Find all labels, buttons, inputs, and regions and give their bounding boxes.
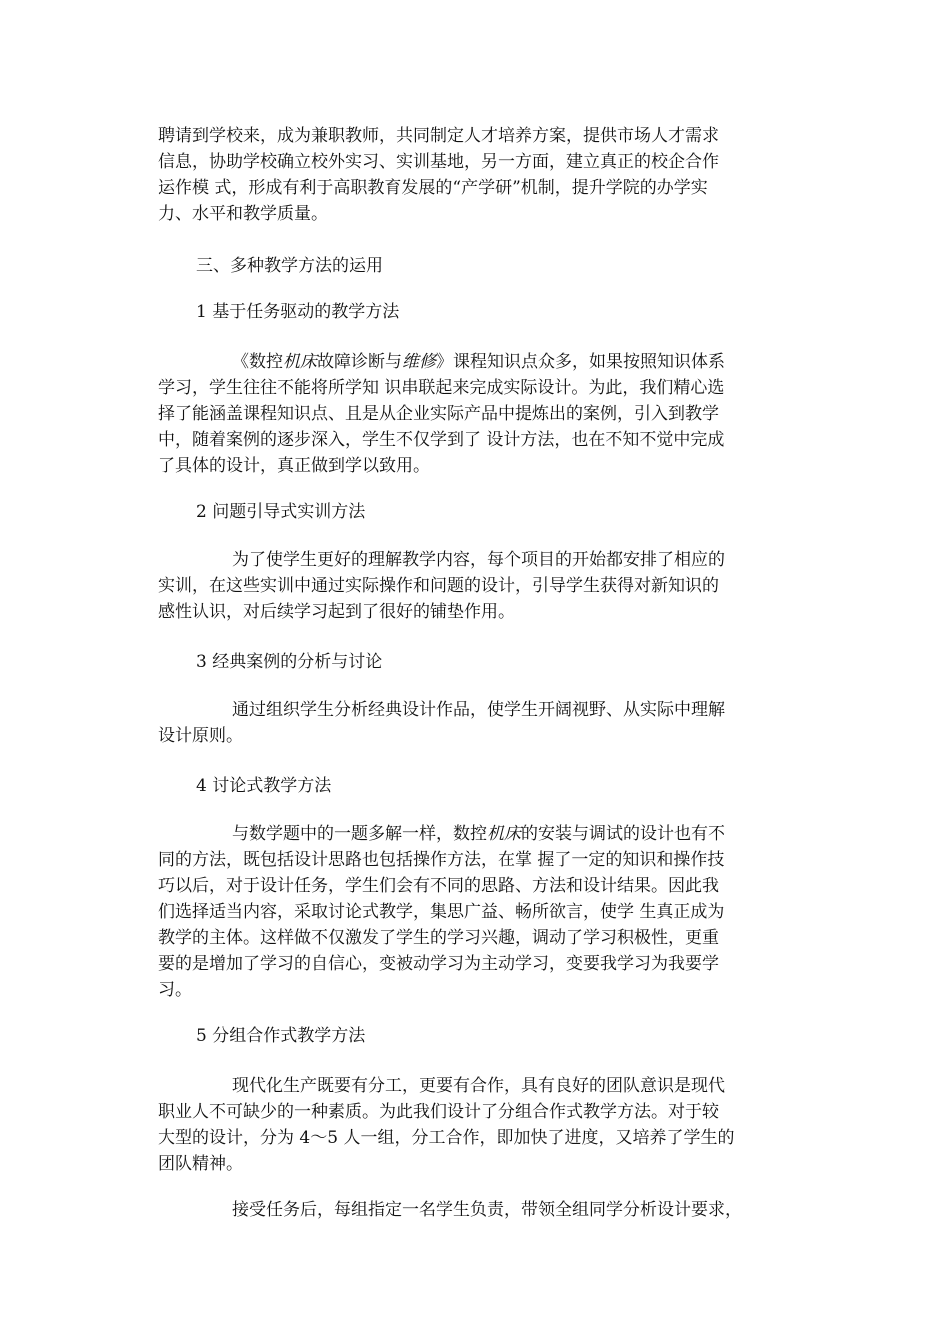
intro-line-4: 力、水平和教学质量。 bbox=[158, 204, 328, 224]
method-5-heading: 5 分组合作式教学方法 bbox=[196, 1026, 366, 1046]
method-4-line-5: 教学的主体。这样做不仅激发了学生的学习兴趣，调动了学习积极性，更重 bbox=[158, 928, 719, 948]
method-4-line-7: 习。 bbox=[158, 980, 192, 1000]
method-4-line-4: 们选择适当内容，采取讨论式教学，集思广益、畅所欲言，使学 生真正成为 bbox=[158, 902, 725, 922]
method-3-line-1: 通过组织学生分析经典设计作品，使学生开阔视野、从实际中理解 bbox=[232, 700, 725, 720]
method-1-heading: 1 基于任务驱动的教学方法 bbox=[196, 302, 400, 322]
method-3-line-2: 设计原则。 bbox=[158, 726, 243, 746]
method-1-line-4: 中，随着案例的逐步深入，学生不仅学到了 设计方法，也在不知不觉中完成 bbox=[158, 430, 725, 450]
method-4-line-6: 要的是增加了学习的自信心，变被动学习为主动学习，变要我学习为我要学 bbox=[158, 954, 719, 974]
method-4-line-3: 巧以后，对于设计任务，学生们会有不同的思路、方法和设计结果。因此我 bbox=[158, 876, 719, 896]
intro-line-1: 聘请到学校来，成为兼职教师，共同制定人才培养方案，提供市场人才需求 bbox=[158, 126, 719, 146]
section-title: 三、多种教学方法的运用 bbox=[196, 256, 383, 276]
method-3-heading: 3 经典案例的分析与讨论 bbox=[196, 652, 383, 672]
method-5-line-3: 大型的设计，分为 4～5 人一组，分工合作，即加快了进度，又培养了学生的 bbox=[158, 1128, 735, 1148]
method-5-line-4: 团队精神。 bbox=[158, 1154, 243, 1174]
method-2-heading: 2 问题引导式实训方法 bbox=[196, 502, 366, 522]
method-2-line-2: 实训，在这些实训中通过实际操作和问题的设计，引导学生获得对新知识的 bbox=[158, 576, 719, 596]
method-2-line-3: 感性认识，对后续学习起到了很好的铺垫作用。 bbox=[158, 602, 515, 622]
method-5-line-2: 职业人不可缺少的一种素质。为此我们设计了分组合作式教学方法。对于较 bbox=[158, 1102, 719, 1122]
method-4-heading: 4 讨论式教学方法 bbox=[196, 776, 332, 796]
method-4-line-2: 同的方法，既包括设计思路也包括操作方法，在掌 握了一定的知识和操作技 bbox=[158, 850, 725, 870]
method-4-first-line: 与数学题中的一题多解一样，数控机床的安装与调试的设计也有不 bbox=[232, 824, 725, 844]
method-5-para2-line-1: 接受任务后，每组指定一名学生负责，带领全组同学分析设计要求， bbox=[232, 1200, 742, 1220]
method-5-line-1: 现代化生产既要有分工，更要有合作，具有良好的团队意识是现代 bbox=[232, 1076, 725, 1096]
method-1-line-2: 学习，学生往往不能将所学知 识串联起来完成实际设计。为此，我们精心选 bbox=[158, 378, 725, 398]
intro-line-2: 信息，协助学校确立校外实习、实训基地，另一方面，建立真正的校企合作 bbox=[158, 152, 719, 172]
method-2-line-1: 为了使学生更好的理解教学内容，每个项目的开始都安排了相应的 bbox=[232, 550, 725, 570]
method-1-line-3: 择了能涵盖课程知识点、且是从企业实际产品中提炼出的案例，引入到教学 bbox=[158, 404, 719, 424]
method-1-first-line: 《数控机床故障诊断与维修》课程知识点众多，如果按照知识体系 bbox=[232, 352, 725, 372]
method-1-line-5: 了具体的设计，真正做到学以致用。 bbox=[158, 456, 430, 476]
intro-line-3: 运作模 式，形成有利于高职教育发展的“产学研”机制，提升学院的办学实 bbox=[158, 178, 708, 198]
